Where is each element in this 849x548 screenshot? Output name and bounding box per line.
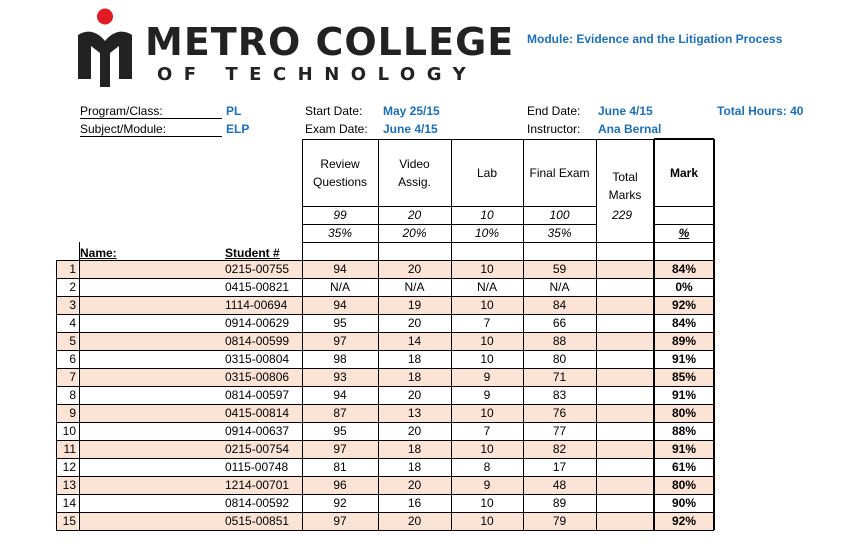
grade-cell-review: 97 (333, 514, 347, 528)
grade-cell-final: 84 (552, 298, 567, 312)
grade-cell-review: 95 (333, 424, 347, 438)
grade-cell-lab: 9 (483, 388, 491, 402)
row-border (56, 476, 714, 477)
student-number: 0315-00804 (225, 352, 290, 366)
grade-cell-mark: 84% (671, 316, 697, 330)
header-row-border (302, 206, 596, 207)
max-mark-review: 99 (333, 208, 347, 222)
student-number: 0115-00748 (225, 460, 289, 474)
rownum-left-border (56, 260, 57, 530)
grade-cell-mark: 80% (671, 478, 697, 492)
grade-cell-video: 20 (407, 514, 422, 528)
student-number: 0415-00821 (225, 280, 290, 294)
grade-cell-final: 77 (552, 424, 567, 438)
column-header-mark: Mark (669, 165, 698, 180)
college-name-line1: METRO COLLEGE (145, 20, 515, 64)
weight-lab: 10% (474, 226, 500, 240)
row-border (56, 296, 714, 297)
grade-cell-review: 87 (333, 406, 347, 420)
row-number: 11 (63, 442, 76, 456)
grade-cell-video: 20 (407, 388, 422, 402)
grade-cell-mark: 91% (671, 442, 697, 456)
grade-cell-final: 66 (552, 316, 567, 330)
row-number: 9 (69, 406, 76, 420)
row-number: 4 (69, 316, 76, 330)
row-number: 5 (69, 334, 76, 348)
max-mark-lab: 10 (480, 208, 494, 222)
grade-cell-review: 93 (333, 370, 347, 384)
subject-value: ELP (226, 122, 250, 136)
row-border (56, 440, 714, 441)
student-number: 0315-00806 (225, 370, 290, 384)
column-header-review: Review Questions (312, 156, 368, 189)
header-row-border (654, 242, 714, 243)
grade-cell-final: 89 (552, 496, 567, 510)
grade-cell-video: 18 (407, 370, 422, 384)
grade-cell-video: 13 (407, 406, 422, 420)
grade-cell-video: N/A (404, 280, 425, 294)
grade-cell-final: 79 (552, 514, 567, 528)
grade-cell-video: 20 (407, 424, 422, 438)
column-border (653, 139, 655, 530)
grade-cell-final: 76 (552, 406, 567, 420)
subject-label: Subject/Module: (80, 122, 222, 137)
grade-cell-final: 88 (552, 334, 567, 348)
grade-cell-review: 94 (333, 388, 347, 402)
weight-final: 35% (547, 226, 572, 240)
student-number: 0914-00637 (225, 424, 290, 438)
program-label: Program/Class: (80, 104, 222, 119)
grade-cell-mark: 92% (671, 298, 697, 312)
grade-cell-mark: 61% (671, 460, 697, 474)
grade-cell-lab: 10 (480, 406, 494, 420)
weight-review: 35% (327, 226, 353, 240)
row-border (56, 386, 714, 387)
grade-cell-final: 59 (552, 262, 567, 276)
grade-cell-lab: 10 (480, 298, 494, 312)
grade-cell-mark: 85% (671, 370, 697, 384)
student-number-header: Student # (225, 246, 280, 260)
grade-cell-video: 18 (407, 352, 422, 366)
row-number: 15 (62, 514, 76, 528)
row-border (56, 512, 714, 513)
grade-cell-video: 19 (407, 298, 422, 312)
row-border (56, 332, 714, 333)
total-row-border (596, 242, 654, 243)
grade-cell-review: 97 (333, 334, 347, 348)
student-number: 0215-00754 (225, 442, 290, 456)
grade-cell-video: 16 (407, 496, 422, 510)
grade-cell-final: 17 (552, 460, 567, 474)
column-header-lab: Lab (476, 165, 498, 180)
start-date-value: May 25/15 (383, 104, 440, 118)
row-number: 13 (62, 478, 76, 492)
column-border (451, 139, 452, 530)
college-name-line2: OF TECHNOLOGY (157, 64, 478, 85)
grade-cell-video: 18 (407, 442, 422, 456)
header-row-border (302, 224, 596, 225)
start-date-label: Start Date: (305, 104, 363, 118)
grade-cell-lab: 10 (480, 262, 494, 276)
column-border (302, 139, 303, 530)
grade-cell-video: 14 (407, 334, 422, 348)
row-border (56, 314, 714, 315)
grade-cell-review: N/A (329, 280, 350, 294)
program-value: PL (226, 104, 242, 118)
grade-cell-review: 96 (333, 478, 347, 492)
header-row-border (654, 206, 714, 207)
grade-cell-final: 80 (552, 352, 567, 366)
grade-cell-lab: 7 (483, 424, 491, 438)
grade-cell-lab: 8 (483, 460, 491, 474)
row-border (56, 350, 714, 351)
grade-cell-review: 81 (333, 460, 347, 474)
column-header-total: Total Marks (608, 170, 642, 202)
grade-cell-mark: 91% (671, 352, 697, 366)
row-number: 7 (69, 370, 76, 384)
student-number: 0814-00599 (225, 334, 290, 348)
row-border (56, 422, 714, 423)
row-border (56, 368, 714, 369)
grade-cell-review: 94 (333, 298, 347, 312)
student-number: 1114-00694 (225, 298, 288, 312)
grade-cell-lab: 7 (483, 316, 491, 330)
grade-cell-mark: 92% (671, 514, 697, 528)
student-number: 0215-00755 (225, 262, 290, 276)
column-border (523, 139, 524, 530)
student-number: 0914-00629 (225, 316, 290, 330)
name-area-border (80, 260, 302, 261)
grade-cell-review: 94 (333, 262, 347, 276)
grade-cell-mark: 84% (671, 262, 697, 276)
row-number: 3 (69, 298, 76, 312)
exam-date-value: June 4/15 (383, 122, 438, 136)
mark-top-border (654, 138, 714, 140)
instructor-value: Ana Bernal (598, 122, 662, 136)
row-border (56, 458, 714, 459)
grade-cell-mark: 80% (671, 406, 697, 420)
grade-cell-review: 92 (333, 496, 347, 510)
row-number: 10 (62, 424, 76, 438)
grade-cell-mark: 88% (671, 424, 697, 438)
row-border (56, 530, 714, 531)
grade-cell-review: 95 (333, 316, 347, 330)
weight-mark: % (678, 226, 690, 240)
column-border (378, 139, 379, 530)
name-header: Name: (80, 246, 117, 260)
grade-cell-review: 97 (333, 442, 347, 456)
row-border (56, 404, 714, 405)
grade-cell-final: 83 (552, 388, 567, 402)
grade-cell-lab: 9 (483, 478, 491, 492)
max-mark-video: 20 (407, 208, 422, 222)
column-header-final: Final Exam (529, 165, 590, 180)
header-row-border (654, 224, 714, 225)
row-number: 8 (69, 388, 76, 402)
student-number: 0814-00597 (225, 388, 290, 402)
row-number: 2 (69, 280, 76, 294)
grade-cell-video: 18 (407, 460, 422, 474)
grade-cell-lab: 10 (480, 514, 494, 528)
student-number: 0515-00851 (225, 514, 290, 528)
student-number: 0814-00592 (225, 496, 290, 510)
row-number: 6 (69, 352, 76, 366)
grade-cell-final: 48 (552, 478, 567, 492)
total-hours: Total Hours: 40 (717, 104, 804, 118)
grade-cell-final: N/A (549, 280, 570, 294)
max-mark-final: 100 (549, 208, 570, 222)
module-title: Module: Evidence and the Litigation Process (527, 32, 783, 46)
logo-mark-icon (75, 8, 145, 88)
grade-cell-lab: 10 (480, 442, 494, 456)
grade-cell-final: 71 (552, 370, 567, 384)
grade-cell-mark: 91% (671, 388, 697, 402)
end-date-value: June 4/15 (598, 104, 653, 118)
grade-cell-mark: 0% (675, 280, 693, 294)
row-border (56, 494, 714, 495)
exam-date-label: Exam Date: (305, 122, 368, 136)
grade-cell-lab: N/A (476, 280, 497, 294)
weight-video: 20% (402, 226, 427, 240)
grade-cell-lab: 10 (480, 334, 494, 348)
student-number: 1214-00701 (225, 478, 290, 492)
grade-cell-review: 98 (333, 352, 347, 366)
column-header-video: Video Assig. (398, 156, 431, 189)
grade-cell-video: 20 (407, 316, 422, 330)
end-date-label: End Date: (527, 104, 581, 118)
row-number: 1 (69, 262, 76, 276)
student-number: 0415-00814 (225, 406, 290, 420)
max-mark-total: 229 (612, 208, 633, 222)
grade-cell-video: 20 (407, 478, 422, 492)
grade-cell-lab: 10 (480, 496, 494, 510)
row-number: 12 (62, 460, 76, 474)
grade-cell-mark: 89% (671, 334, 697, 348)
grade-cell-lab: 9 (483, 370, 491, 384)
instructor-label: Instructor: (527, 122, 581, 136)
column-border (596, 139, 597, 530)
grade-cell-mark: 90% (671, 496, 697, 510)
grade-cell-video: 20 (407, 262, 422, 276)
header-row-border (302, 242, 596, 243)
row-number: 14 (62, 496, 76, 510)
grade-cell-lab: 10 (480, 352, 494, 366)
header-top-border (302, 139, 714, 140)
column-border (713, 139, 715, 530)
grade-cell-final: 82 (552, 442, 567, 456)
row-border (56, 278, 714, 279)
